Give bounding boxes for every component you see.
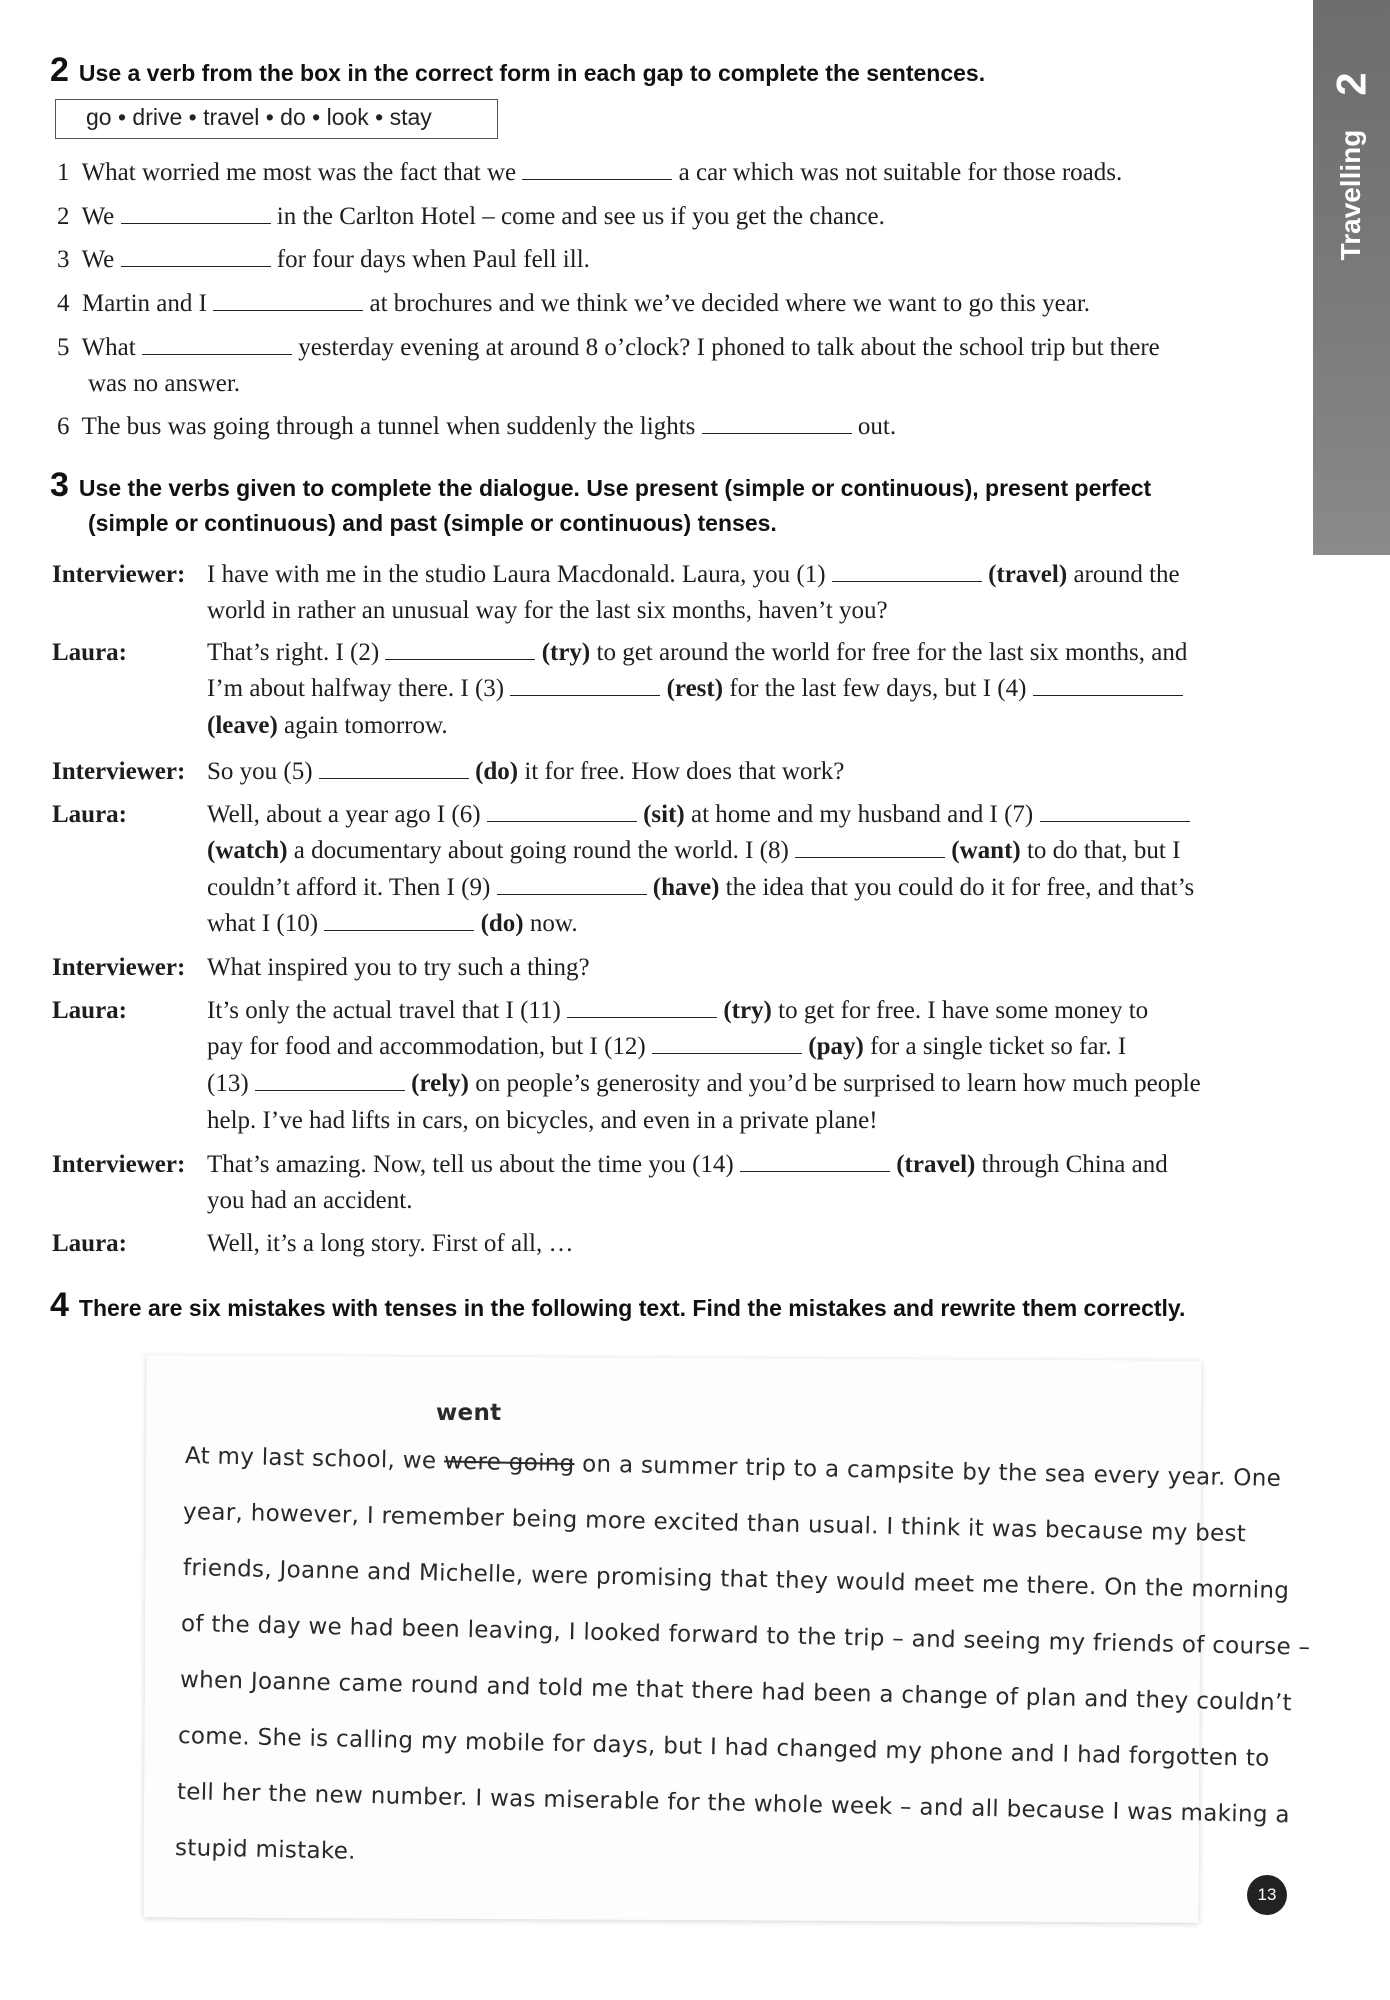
item-text: Martin and I bbox=[82, 290, 207, 317]
dialogue-text: a documentary about going round the world. I (8) bbox=[293, 837, 789, 864]
answer-gap[interactable] bbox=[487, 801, 637, 822]
dialogue-text: around the bbox=[1073, 561, 1180, 588]
item-text: We bbox=[81, 203, 115, 230]
verb-prompt: (do) bbox=[475, 758, 519, 785]
handwritten-text: At my last school, we bbox=[184, 1443, 437, 1475]
ex3-number: 3 bbox=[50, 466, 69, 504]
answer-gap[interactable] bbox=[1040, 801, 1190, 822]
dialogue-text: I’m about halfway there. I (3) bbox=[207, 675, 505, 702]
speaker-label: Interviewer: bbox=[52, 1151, 186, 1178]
dialogue-line bbox=[207, 909, 578, 939]
answer-gap[interactable] bbox=[567, 997, 717, 1018]
dialogue-text: again tomorrow. bbox=[284, 712, 448, 739]
speaker-label: Laura: bbox=[52, 639, 127, 666]
verb-prompt: (leave) bbox=[207, 712, 278, 739]
dialogue-text: for the last few days, but I (4) bbox=[729, 675, 1027, 702]
ex3-instruction-2: (simple or continuous) and past (simple or continuous) tenses. bbox=[88, 510, 777, 536]
handwritten-line: friends, Joanne and Michelle, were promising that they would meet me there. On the morning bbox=[182, 1555, 1290, 1605]
dialogue-text: at home and my husband and I (7) bbox=[690, 801, 1034, 828]
speaker-label: Laura: bbox=[52, 997, 127, 1024]
answer-gap[interactable] bbox=[121, 203, 271, 224]
dialogue-line bbox=[207, 996, 1148, 1026]
ex2-item-5 bbox=[57, 333, 1160, 363]
item-text: a car which was not suitable for those roads. bbox=[678, 159, 1123, 186]
dialogue-line bbox=[207, 1069, 1201, 1099]
answer-gap[interactable] bbox=[142, 334, 292, 355]
dialogue-text: on people’s generosity and you’d be surprised to learn how much people bbox=[475, 1070, 1201, 1097]
answer-gap[interactable] bbox=[522, 159, 672, 180]
answer-gap[interactable] bbox=[497, 874, 647, 895]
unit-number: 2 bbox=[1327, 72, 1375, 96]
handwritten-line: stupid mistake. bbox=[174, 1835, 357, 1865]
dialogue-text: That’s amazing. Now, tell us about the time you (14) bbox=[207, 1151, 734, 1178]
verb-box: go • drive • travel • do • look • stay bbox=[55, 99, 498, 139]
dialogue-text: That’s right. I (2) bbox=[207, 639, 380, 666]
verb-prompt: (rely) bbox=[411, 1070, 469, 1097]
handwritten-text: on a summer trip to a campsite by the sea every year. One bbox=[581, 1451, 1282, 1492]
dialogue-text: pay for food and accommodation, but I (12) bbox=[207, 1033, 646, 1060]
speaker-label: Interviewer: bbox=[52, 561, 186, 588]
dialogue-text: to get for free. I have some money to bbox=[778, 997, 1149, 1024]
dialogue-line bbox=[207, 1032, 1126, 1062]
item-number: 2 bbox=[57, 203, 70, 230]
dialogue-text: couldn’t afford it. Then I (9) bbox=[207, 874, 491, 901]
answer-gap[interactable] bbox=[510, 675, 660, 696]
item-text: What worried me most was the fact that we bbox=[81, 159, 517, 186]
dialogue-line: What inspired you to try such a thing? bbox=[207, 954, 590, 981]
verb-prompt: (pay) bbox=[808, 1033, 864, 1060]
dialogue-text: It’s only the actual travel that I (11) bbox=[207, 997, 561, 1024]
answer-gap[interactable] bbox=[1033, 675, 1183, 696]
verb-prompt: (try) bbox=[723, 997, 772, 1024]
handwritten-line: of the day we had been leaving, I looked forward to the trip – and seeing my friends of course – bbox=[180, 1611, 1311, 1661]
dialogue-text: to get around the world for free for the last six months, and bbox=[596, 639, 1188, 666]
ex2-number: 2 bbox=[50, 51, 69, 89]
speaker-label: Interviewer: bbox=[52, 758, 186, 785]
ex4-instruction: There are six mistakes with tenses in the following text. Find the mistakes and rewrite them correctly. bbox=[78, 1295, 1186, 1321]
dialogue-text: for a single ticket so far. I bbox=[870, 1033, 1127, 1060]
item-text: for four days when Paul fell ill. bbox=[276, 246, 590, 273]
dialogue-text: I have with me in the studio Laura Macdonald. Laura, you (1) bbox=[207, 561, 826, 588]
ex2-instruction: Use a verb from the box in the correct form in each gap to complete the sentences. bbox=[78, 60, 986, 86]
handwritten-line: year, however, I remember being more excited than usual. I think it was because my best bbox=[182, 1499, 1247, 1548]
item-text: The bus was going through a tunnel when suddenly the lights bbox=[81, 413, 696, 440]
ex2-item-2 bbox=[57, 202, 885, 232]
item-text: at brochures and we think we’ve decided where we want to go this year. bbox=[369, 290, 1091, 317]
item-text: in the Carlton Hotel – come and see us if you get the chance. bbox=[276, 203, 885, 230]
dialogue-text: what I (10) bbox=[207, 910, 319, 937]
dialogue-text: it for free. How does that work? bbox=[524, 758, 845, 785]
answer-gap[interactable] bbox=[255, 1070, 405, 1091]
item-number: 6 bbox=[57, 413, 70, 440]
dialogue-line bbox=[207, 638, 1187, 668]
answer-gap[interactable] bbox=[319, 758, 469, 779]
dialogue-line bbox=[207, 836, 1180, 866]
ex3-instruction-1: Use the verbs given to complete the dialogue. Use present (simple or continuous), present perfect bbox=[78, 475, 1152, 501]
unit-side-tab bbox=[1313, 0, 1390, 555]
dialogue-line bbox=[207, 1150, 1168, 1180]
dialogue-text: through China and bbox=[981, 1151, 1168, 1178]
answer-gap[interactable] bbox=[740, 1151, 890, 1172]
verb-prompt: (do) bbox=[480, 910, 524, 937]
handwritten-line: tell her the new number. I was miserable for the whole week – and all because I was making a bbox=[176, 1779, 1291, 1829]
dialogue-line bbox=[207, 873, 1194, 903]
ex4-heading bbox=[50, 1286, 1280, 1324]
handwritten-line: come. She is calling my mobile for days, but I had changed my phone and I had forgotten to bbox=[177, 1723, 1270, 1772]
answer-gap[interactable] bbox=[832, 561, 982, 582]
speaker-label: Laura: bbox=[52, 1230, 127, 1257]
ex2-item-5-cont: was no answer. bbox=[88, 370, 241, 397]
answer-gap[interactable] bbox=[385, 639, 535, 660]
dialogue-line: world in rather an unusual way for the last six months, haven’t you? bbox=[207, 597, 888, 624]
item-text: We bbox=[81, 246, 115, 273]
item-number: 4 bbox=[57, 290, 70, 317]
item-number: 3 bbox=[57, 246, 70, 273]
dialogue-line: you had an accident. bbox=[207, 1187, 413, 1214]
dialogue-line: Well, it’s a long story. First of all, … bbox=[207, 1230, 574, 1257]
ex3-heading bbox=[50, 466, 1280, 504]
item-text: yesterday evening at around 8 o’clock? I phoned to talk about the school trip but there bbox=[298, 334, 1160, 361]
dialogue-text: So you (5) bbox=[207, 758, 313, 785]
dialogue-line bbox=[207, 674, 1183, 704]
verb-prompt: (have) bbox=[652, 874, 720, 901]
answer-gap[interactable] bbox=[702, 413, 852, 434]
dialogue-text: Well, about a year ago I (6) bbox=[207, 801, 481, 828]
dialogue-line bbox=[207, 711, 448, 741]
dialogue-text: to do that, but I bbox=[1026, 837, 1181, 864]
ex4-number: 4 bbox=[50, 1286, 69, 1324]
crossed-out-text: were going bbox=[443, 1448, 575, 1478]
handwritten-line: when Joanne came round and told me that there had been a change of plan and they couldn’t bbox=[179, 1667, 1293, 1717]
ex2-heading bbox=[50, 51, 1280, 89]
verb-prompt: (travel) bbox=[988, 561, 1068, 588]
dialogue-text: (13) bbox=[207, 1070, 249, 1097]
item-text: What bbox=[81, 334, 136, 361]
unit-title: Travelling bbox=[1335, 129, 1366, 261]
correction-note: went bbox=[436, 1400, 502, 1426]
ex2-item-1 bbox=[57, 158, 1122, 188]
ex2-item-4 bbox=[57, 289, 1090, 319]
verb-prompt: (want) bbox=[951, 837, 1021, 864]
item-number: 5 bbox=[57, 334, 70, 361]
page-number: 13 bbox=[1247, 1875, 1287, 1915]
answer-gap[interactable] bbox=[652, 1033, 802, 1054]
speaker-label: Laura: bbox=[52, 801, 127, 828]
item-number: 1 bbox=[57, 159, 70, 186]
ex2-item-6 bbox=[57, 412, 896, 442]
dialogue-line: help. I’ve had lifts in cars, on bicycles, and even in a private plane! bbox=[207, 1107, 878, 1134]
dialogue-text: the idea that you could do it for free, and that’s bbox=[725, 874, 1195, 901]
answer-gap[interactable] bbox=[121, 246, 271, 267]
verb-prompt: (try) bbox=[541, 639, 591, 666]
verb-prompt: (sit) bbox=[643, 801, 685, 828]
verb-prompt: (watch) bbox=[207, 837, 288, 864]
dialogue-text: now. bbox=[529, 910, 578, 937]
dialogue-line bbox=[207, 757, 844, 787]
dialogue-line bbox=[207, 560, 1180, 590]
verb-prompt: (rest) bbox=[666, 675, 724, 702]
answer-gap[interactable] bbox=[324, 910, 474, 931]
verb-prompt: (travel) bbox=[896, 1151, 976, 1178]
answer-gap[interactable] bbox=[213, 290, 363, 311]
speaker-label: Interviewer: bbox=[52, 954, 186, 981]
item-text: out. bbox=[857, 413, 897, 440]
dialogue-line bbox=[207, 800, 1190, 830]
answer-gap[interactable] bbox=[795, 837, 945, 858]
ex2-item-3 bbox=[57, 245, 590, 275]
